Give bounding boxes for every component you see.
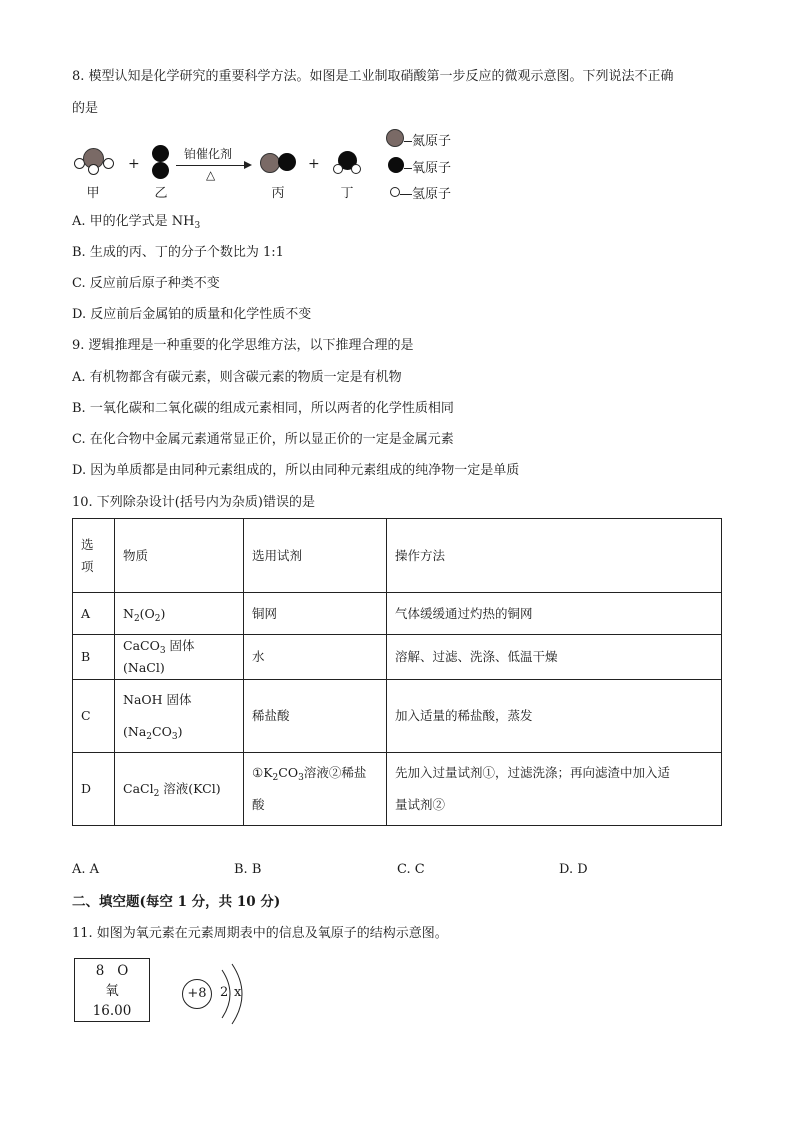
label-ding: 丁 (340, 186, 354, 201)
heat-symbol: △ (206, 168, 216, 182)
q10-stem: 10. 下列除杂设计(括号内为杂质)错误的是 (72, 495, 315, 510)
row-option: B (73, 635, 115, 680)
q9-option-b: B. 一氧化碳和二氧化碳的组成元素相同，所以两者的化学性质相同 (72, 401, 454, 416)
header-substance: 物质 (115, 519, 244, 593)
table-row (73, 753, 722, 826)
element-name: 氧 (105, 983, 119, 999)
q9-option-c: C. 在化合物中金属元素通常显正价，所以显正价的一定是金属元素 (72, 432, 454, 447)
row-substance: NaOH 固体 $(Na_2CO_3)$ (115, 680, 244, 753)
oxygen-atom (278, 153, 296, 171)
row-substance: CaCO$_3$ 固体(NaCl) (115, 635, 244, 680)
periodic-table-cell (74, 958, 150, 1022)
shell2-electrons: x (234, 985, 242, 1000)
row-substance: CaCl$_2$ 溶液(KCl) (115, 753, 244, 826)
hydrogen-atom (88, 164, 99, 175)
element-symbol: O (117, 963, 129, 979)
q8-option-c: C. 反应前后原子种类不变 (72, 276, 220, 291)
q10-answer-a: A. A (72, 862, 100, 877)
row-method: 溶解、过滤、洗涤、低温干燥 (387, 635, 722, 680)
q8-stem-line1: 8. 模型认知是化学研究的重要科学方法。如图是工业制取硝酸第一步反应的微观示意图。下列说法不正确 (72, 69, 674, 84)
row-reagent: 铜网 (244, 593, 387, 635)
q9-stem: 9. 逻辑推理是一种重要的化学思维方法，以下推理合理的是 (72, 338, 414, 353)
hydrogen-atom (333, 164, 343, 174)
q8-stem-line2: 的是 (72, 101, 99, 116)
q10-answer-c: C. C (397, 862, 425, 877)
label-jia: 甲 (86, 186, 100, 201)
q9-option-d: D. 因为单质都是由同种元素组成的，所以由同种元素组成的纯净物一定是单质 (72, 463, 520, 478)
row-option: C (73, 680, 115, 753)
row-option: D (73, 753, 115, 826)
q9-option-a: A. 有机物都含有碳元素，则含碳元素的物质一定是有机物 (72, 370, 402, 385)
row-method: 加入适量的稀盐酸，蒸发 (387, 680, 722, 753)
q10-answer-d: D. D (559, 862, 588, 877)
q10-answer-b: B. B (234, 862, 262, 877)
reaction-arrow (176, 165, 246, 166)
legend-oxygen: 氧原子 (404, 157, 451, 176)
q8-option-a: A. 甲的化学式是 $NH_3$ (72, 214, 201, 231)
row-substance: $N_2(O_2)$ (115, 593, 244, 635)
hydrogen-atom (103, 158, 114, 169)
element-header (75, 961, 149, 981)
row-method: 先加入过量试剂①，过滤洗涤；再向滤渣中加入适 量试剂② (387, 753, 722, 826)
q8-option-d: D. 反应前后金属铂的质量和化学性质不变 (72, 307, 312, 322)
legend-nitrogen: 氮原子 (404, 130, 451, 149)
hydrogen-atom (351, 164, 361, 174)
q10-table (72, 518, 722, 826)
legend-oxygen-icon (388, 157, 404, 173)
oxygen-atom (152, 162, 169, 179)
row-method: 气体缓缓通过灼热的铜网 (387, 593, 722, 635)
label-yi: 乙 (154, 186, 168, 201)
label-bing: 丙 (271, 186, 285, 201)
row-option: A (73, 593, 115, 635)
oxygen-atom (152, 145, 169, 162)
atomic-number: 8 (95, 963, 105, 979)
row-reagent: $①K_2CO_3$溶液②稀盐 酸 (244, 753, 387, 826)
catalyst-label: 铂催化剂 (184, 147, 233, 161)
header-method: 操作方法 (387, 519, 722, 593)
legend-nitrogen-icon (386, 129, 404, 147)
header-reagent: 选用试剂 (244, 519, 387, 593)
q8-option-b: B. 生成的丙、丁的分子个数比为 1:1 (72, 245, 284, 260)
row-reagent: 水 (244, 635, 387, 680)
nitrogen-atom (260, 153, 280, 173)
atom-nucleus: +8 (182, 979, 212, 1009)
row-reagent: 稀盐酸 (244, 680, 387, 753)
plus-sign: + (308, 156, 320, 172)
table-header-row (73, 519, 722, 593)
section-title: 二、填空题(每空 1 分，共 10 分) (72, 894, 281, 910)
table-row (73, 635, 722, 680)
q11-stem: 11. 如图为氧元素在元素周期表中的信息及氧原子的结构示意图。 (72, 926, 448, 941)
legend-hydrogen-icon (390, 187, 400, 197)
plus-sign: + (128, 156, 140, 172)
table-row (73, 680, 722, 753)
atomic-mass: 16.00 (92, 1003, 132, 1019)
legend-hydrogen: 氢原子 (400, 183, 451, 202)
table-row (73, 593, 722, 635)
header-option: 选 项 (73, 519, 115, 593)
arrow-head-icon (244, 161, 252, 169)
reaction-diagram (70, 128, 490, 208)
shell1-electrons: 2 (220, 985, 229, 1000)
